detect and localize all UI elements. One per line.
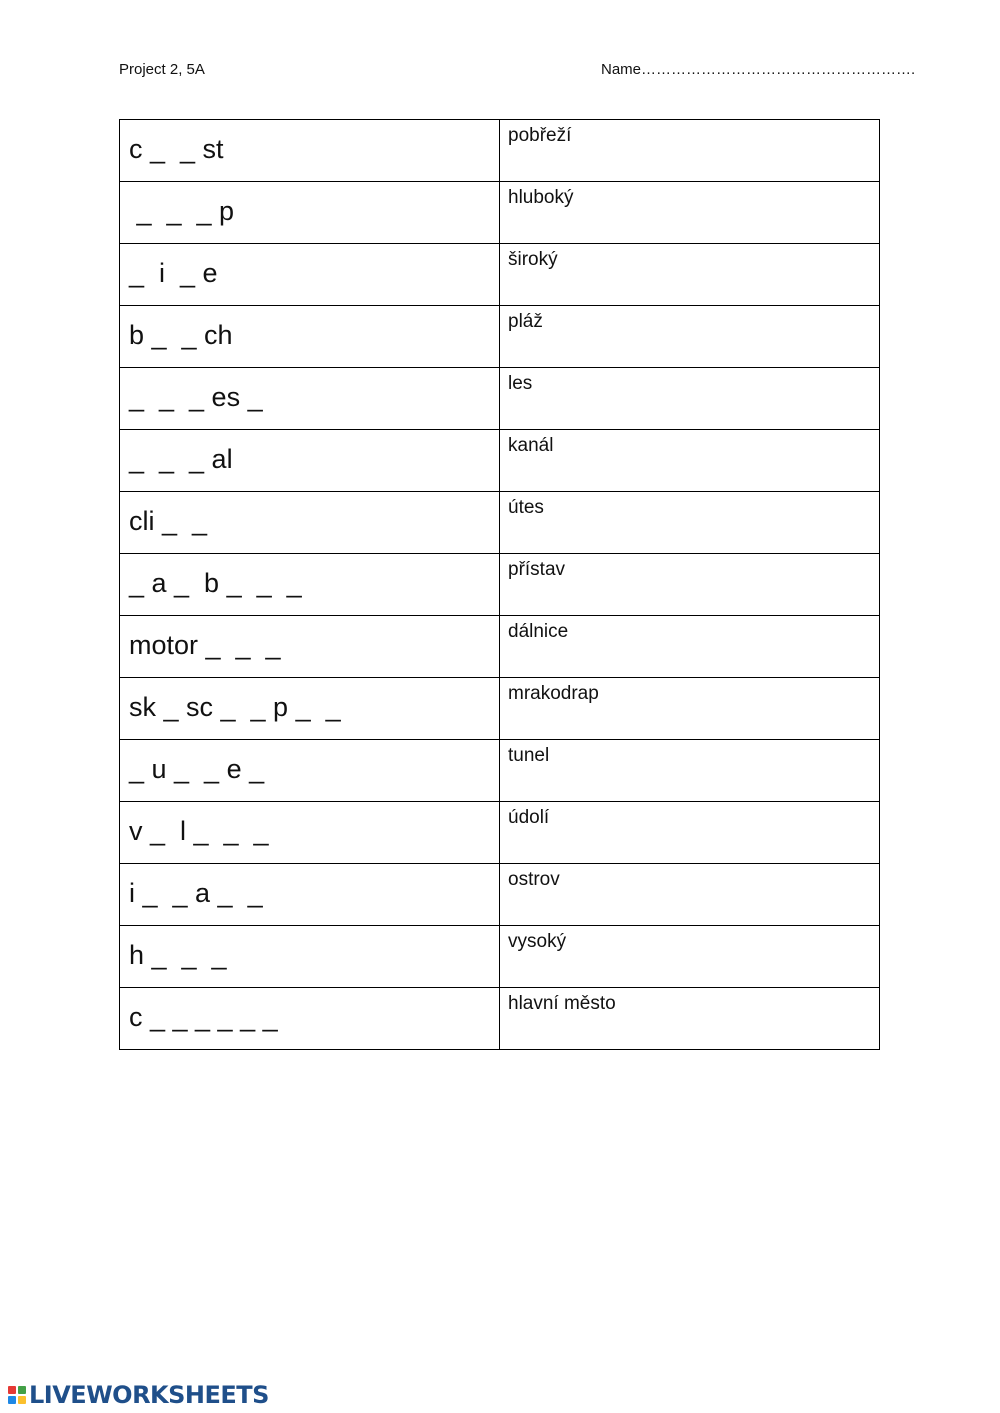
word-cell[interactable]: _ _ _ p [120,182,500,244]
table-row [120,926,880,988]
logo-block [18,1396,26,1404]
table-row [120,368,880,430]
translation-cell: kanál [500,430,880,492]
translation-cell: ostrov [500,864,880,926]
table-row [120,182,880,244]
word-cell[interactable]: v _ l _ _ _ [120,802,500,864]
word-cell[interactable]: _ u _ _ e _ [120,740,500,802]
liveworksheets-logo[interactable] [8,1382,269,1408]
name-line: Name………………………………………………. [601,61,916,78]
translation-cell: dálnice [500,616,880,678]
translation-cell: tunel [500,740,880,802]
translation-cell: mrakodrap [500,678,880,740]
table-row [120,616,880,678]
table-row [120,864,880,926]
translation-cell: pobřeží [500,120,880,182]
translation-cell: hlavní město [500,988,880,1050]
table-row [120,492,880,554]
word-cell[interactable]: c _ _ _ _ _ _ [120,988,500,1050]
translation-cell: vysoký [500,926,880,988]
translation-cell: údolí [500,802,880,864]
translation-cell: pláž [500,306,880,368]
word-cell[interactable]: c _ _ st [120,120,500,182]
word-cell[interactable]: _ _ _ es _ [120,368,500,430]
worksheet-table [119,119,880,1050]
table-row [120,306,880,368]
table-row [120,740,880,802]
translation-cell: les [500,368,880,430]
word-cell[interactable]: motor _ _ _ [120,616,500,678]
word-cell[interactable]: _ i _ e [120,244,500,306]
table-row [120,120,880,182]
word-cell[interactable]: _ a _ b _ _ _ [120,554,500,616]
word-cell[interactable]: _ _ _ al [120,430,500,492]
logo-blocks-icon [8,1386,26,1404]
translation-cell: útes [500,492,880,554]
table-row [120,244,880,306]
table-row [120,554,880,616]
table-row [120,988,880,1050]
word-cell[interactable]: sk _ sc _ _ p _ _ [120,678,500,740]
logo-block [18,1386,26,1394]
table-row [120,678,880,740]
word-cell[interactable]: i _ _ a _ _ [120,864,500,926]
logo-block [8,1386,16,1394]
logo-block [8,1396,16,1404]
translation-cell: hluboký [500,182,880,244]
project-label: Project 2, 5A [119,61,205,78]
translation-cell: přístav [500,554,880,616]
table-row [120,802,880,864]
word-cell[interactable]: h _ _ _ [120,926,500,988]
table-row [120,430,880,492]
translation-cell: široký [500,244,880,306]
word-cell[interactable]: b _ _ ch [120,306,500,368]
logo-text: LIVEWORKSHEETS [29,1381,269,1409]
word-cell[interactable]: cli _ _ [120,492,500,554]
